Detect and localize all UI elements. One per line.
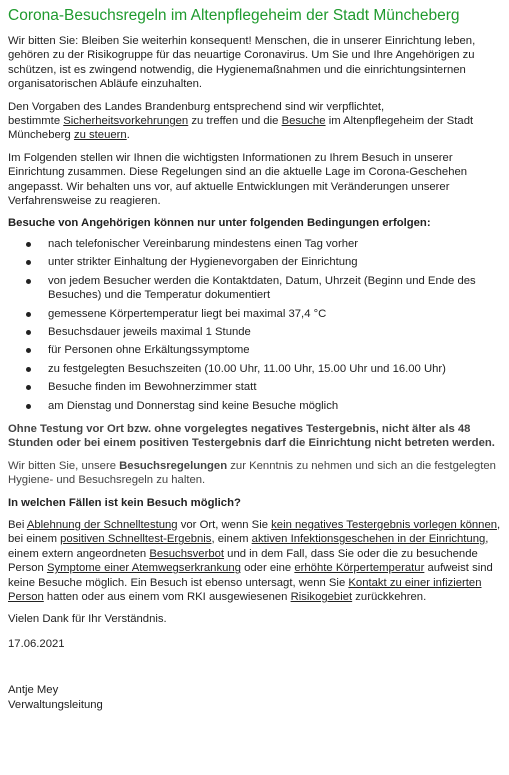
list-item: unter strikter Einhaltung der Hygienevorgaben der Einrichtung	[8, 255, 501, 269]
list-item: für Personen ohne Erkältungssymptome	[8, 343, 501, 357]
no-visit-text-9: hatten oder aus einem vom RKI ausgewiesenen	[43, 591, 291, 603]
besuche-term: Besuche	[281, 115, 326, 128]
signature-role: Verwaltungsleitung	[8, 698, 103, 711]
list-item: gemessene Körpertemperatur liegt bei maximal 37,4 °C	[8, 307, 501, 321]
no-visit-heading: In welchen Fällen ist kein Besuch möglich?	[8, 496, 241, 509]
kein-negatives-testergebnis-term: kein negatives Testergebnis vorlegen können	[271, 518, 498, 531]
zu-steuern-term: zu steuern	[73, 129, 127, 142]
no-visit-text-6: und in dem Fall, dass Sie oder die zu besuchende Person	[8, 547, 478, 575]
no-visit-text-1: Bei	[8, 518, 27, 531]
no-visit-paragraph	[8, 518, 501, 604]
no-visit-text-2: vor Ort, wenn Sie	[177, 518, 272, 531]
signature-name: Antje Mey	[8, 684, 59, 697]
no-visit-text-8: aufweist sind keine Besuche möglich. Ein Besuch ist ebenso untersagt, wenn Sie	[8, 562, 493, 589]
infektionsgeschehen-term: aktiven Infektionsgeschehen in der Einrichtung	[251, 533, 486, 546]
vorgaben-text-5: .	[126, 129, 130, 142]
intro-paragraph: Wir bitten Sie: Bleiben Sie weiterhin konsequent! Menschen, die in unserer Einrichtung leben, gehören zu der Risikogruppe für das neuartige Coronavirus. Um Sie und Ihre Angehörigen zu schützen, ist es zwingend notwendig, die Hygienemaßnahmen und die einrichtungsinternen organisatorischen Abläufe einzuhalten.	[8, 35, 476, 91]
vorgaben-text-2: bestimmte	[8, 115, 64, 128]
kontakt-infizierte-term: Kontakt zu einer infizierten Person	[8, 576, 482, 603]
koerpertemperatur-term: erhöhte Körpertemperatur	[294, 562, 425, 575]
vorgaben-text-3: zu treffen und die	[188, 115, 282, 128]
conditions-heading: Besuche von Angehörigen können nur unter folgenden Bedingungen erfolgen:	[8, 217, 431, 230]
vorgaben-paragraph	[8, 100, 501, 143]
vorgaben-text-4: im Altenpflegeheim der Stadt Müncheberg	[8, 115, 474, 142]
document-date: 17.06.2021	[8, 637, 65, 650]
list-item: Besuche finden im Bewohnerzimmer statt	[8, 380, 501, 394]
thanks-line: Vielen Dank für Ihr Verständnis.	[8, 613, 167, 626]
no-visit-text-7: oder eine	[240, 562, 295, 575]
positiver-schnelltest-term: positiven Schnelltest-Ergebnis	[60, 533, 212, 546]
list-item: von jedem Besucher werden die Kontaktdaten, Datum, Uhrzeit (Beginn und Ende des Besuches) und die Temperatur dokumentiert	[8, 274, 501, 303]
conditions-list	[8, 237, 501, 413]
acknowledge-paragraph	[8, 459, 501, 488]
testing-notice: Ohne Testung vor Ort bzw. ohne vorgelegtes negatives Testergebnis, nicht älter als 48 Stunden oder bei einem positiven Testergebnis darf die Einrichtung nicht betreten werden.	[8, 422, 495, 450]
besuchsregelungen-term: Besuchsregelungen	[119, 459, 228, 472]
symptome-term: Symptome einer Atemwegserkrankung	[46, 562, 241, 575]
no-visit-text-3: , bei einem	[8, 518, 501, 546]
acknowledge-text-1: Wir bitten Sie, unsere	[8, 459, 120, 472]
page-title: Corona-Besuchsregeln im Altenpflegeheim der Stadt Müncheberg	[8, 7, 460, 24]
list-item: zu festgelegten Besuchszeiten (10.00 Uhr, 11.00 Uhr, 15.00 Uhr und 16.00 Uhr)	[8, 362, 501, 376]
no-visit-text-10: zurückkehren.	[352, 591, 427, 603]
no-visit-text-5: , einem extern angeordneten	[8, 533, 489, 560]
acknowledge-text-2: zur Kenntnis zu nehmen und sich an die festgelegten Hygiene- und Besuchsregeln zu halten.	[8, 459, 496, 487]
no-visit-text-4: , einem	[211, 533, 252, 546]
risikogebiet-term: Risikogebiet	[290, 591, 353, 603]
vorgaben-text-1: Den Vorgaben des Landes Brandenburg entsprechend sind wir verpflichtet,	[8, 100, 385, 113]
list-item: nach telefonischer Vereinbarung mindestens einen Tag vorher	[8, 237, 501, 251]
ablehnung-term: Ablehnung der Schnelltestung	[26, 518, 178, 531]
signature-block	[8, 683, 501, 712]
info-paragraph: Im Folgenden stellen wir Ihnen die wichtigsten Informationen zu Ihrem Besuch in unserer Einrichtung zusammen. Diese Regelungen sind an die aktuelle Lage im Corona-Geschehen angepasst. Wir behalten uns vor, auf aktuelle Entwicklungen mit Veränderungen unserer Verfahrensweise zu reagieren.	[8, 151, 468, 208]
list-item: Besuchsdauer jeweils maximal 1 Stunde	[8, 325, 501, 339]
besuchsverbot-term: Besuchsverbot	[149, 547, 225, 560]
sicherheitsvorkehrungen-term: Sicherheitsvorkehrungen	[63, 115, 189, 128]
list-item: am Dienstag und Donnerstag sind keine Besuche möglich	[8, 399, 501, 413]
